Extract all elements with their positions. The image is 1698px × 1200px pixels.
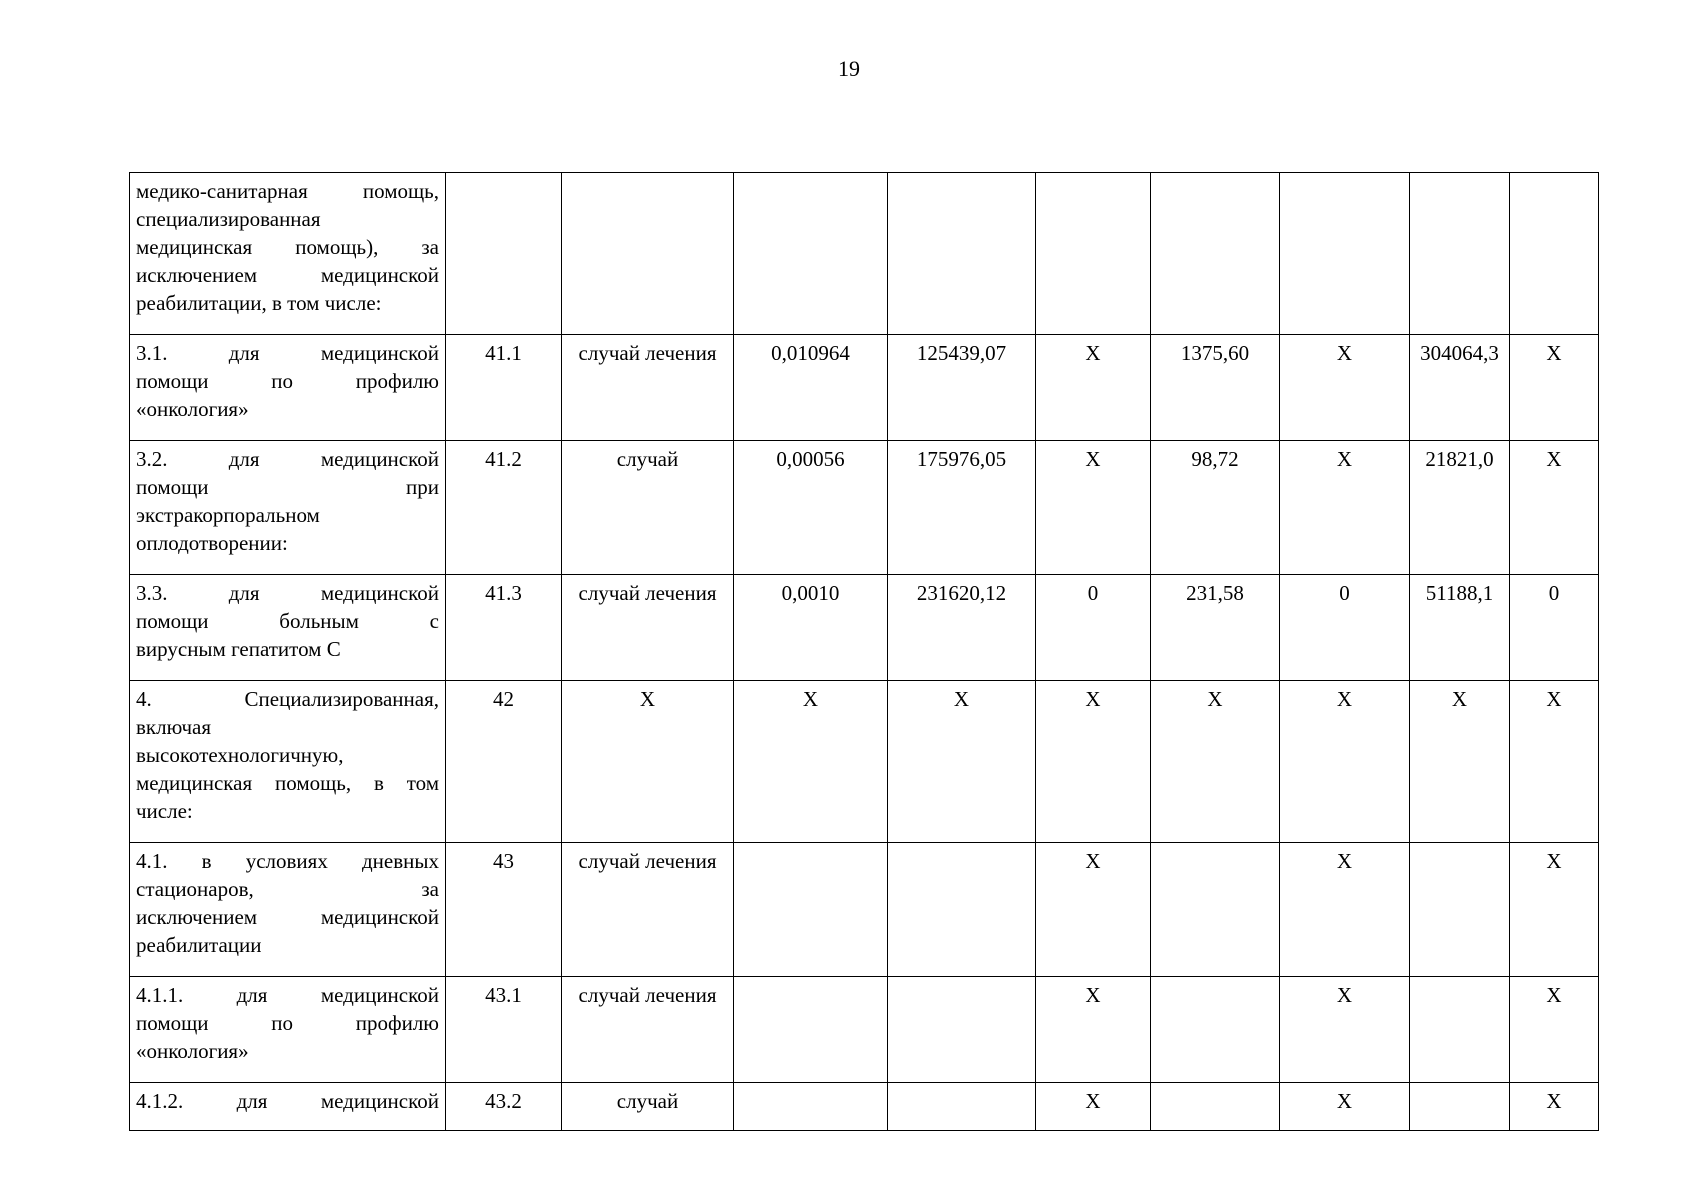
line-number-cell: 43.2 [446, 1083, 562, 1131]
line-number-cell: 42 [446, 681, 562, 843]
table-body [130, 173, 1599, 1131]
unit-cell: случай [562, 1083, 734, 1131]
col-oms-1-cell [1151, 1083, 1280, 1131]
col-oms-2-cell [1410, 977, 1510, 1083]
col-budget-2-cell: Х [1280, 977, 1410, 1083]
row-description [130, 173, 446, 335]
page-number: 19 [838, 56, 860, 81]
description-line: реабилитации, в том числе: [136, 291, 382, 315]
col-oms-1-cell [1151, 173, 1280, 335]
cost-norm-cell [888, 843, 1036, 977]
col-share-cell: Х [1510, 441, 1599, 575]
description-line: 3.2. для медицинской [136, 447, 439, 471]
unit-cell: Х [562, 681, 734, 843]
unit-cell: случай лечения [562, 977, 734, 1083]
description-line: «онкология» [136, 1039, 249, 1063]
cost-norm-cell: 175976,05 [888, 441, 1036, 575]
col-share-cell: Х [1510, 843, 1599, 977]
description-line: медицинская помощь), за [136, 235, 439, 259]
unit-cell [562, 173, 734, 335]
description-line: 3.3. для медицинской [136, 581, 439, 605]
table-row [130, 335, 1599, 441]
unit-cell: случай [562, 441, 734, 575]
col-oms-2-cell: 304064,3 [1410, 335, 1510, 441]
description-line: медицинская помощь, в том [136, 771, 439, 795]
col-budget-2-cell: 0 [1280, 575, 1410, 681]
col-oms-1-cell [1151, 977, 1280, 1083]
col-oms-2-cell [1410, 1083, 1510, 1131]
description-line: помощи при [136, 475, 439, 499]
col-budget-1-cell: Х [1036, 681, 1151, 843]
description-line: медико-санитарная помощь, [136, 179, 439, 203]
table-row [130, 173, 1599, 335]
col-budget-2-cell: Х [1280, 843, 1410, 977]
description-line: 4.1.2. для медицинской [136, 1089, 439, 1113]
row-description [130, 843, 446, 977]
volume-norm-cell: Х [734, 681, 888, 843]
cost-norm-cell: Х [888, 681, 1036, 843]
data-table [129, 172, 1599, 1131]
col-oms-2-cell [1410, 173, 1510, 335]
col-budget-1-cell: 0 [1036, 575, 1151, 681]
line-number-cell [446, 173, 562, 335]
cost-norm-cell: 125439,07 [888, 335, 1036, 441]
col-oms-2-cell [1410, 843, 1510, 977]
col-share-cell [1510, 173, 1599, 335]
row-description [130, 575, 446, 681]
cost-norm-cell [888, 977, 1036, 1083]
col-oms-1-cell: Х [1151, 681, 1280, 843]
line-number-cell: 41.1 [446, 335, 562, 441]
description-line: 4.1.1. для медицинской [136, 983, 439, 1007]
table-row [130, 575, 1599, 681]
description-line: вирусным гепатитом С [136, 637, 341, 661]
table-row [130, 441, 1599, 575]
description-line: специализированная [136, 207, 321, 231]
description-line: экстракорпоральном [136, 503, 320, 527]
col-oms-2-cell: 21821,0 [1410, 441, 1510, 575]
description-line: помощи по профилю [136, 369, 439, 393]
description-line: исключением медицинской [136, 263, 439, 287]
col-share-cell: 0 [1510, 575, 1599, 681]
line-number-cell: 43 [446, 843, 562, 977]
description-line: 4. Специализированная, [136, 687, 439, 711]
cost-norm-cell [888, 1083, 1036, 1131]
description-line: 4.1. в условиях дневных [136, 849, 439, 873]
col-oms-1-cell: 231,58 [1151, 575, 1280, 681]
row-description [130, 335, 446, 441]
col-share-cell: Х [1510, 335, 1599, 441]
description-line: высокотехнологичную, [136, 743, 344, 767]
volume-norm-cell [734, 173, 888, 335]
description-line: «онкология» [136, 397, 249, 421]
col-budget-1-cell: Х [1036, 843, 1151, 977]
col-oms-2-cell: 51188,1 [1410, 575, 1510, 681]
col-oms-1-cell: 98,72 [1151, 441, 1280, 575]
row-description [130, 681, 446, 843]
cost-norm-cell [888, 173, 1036, 335]
col-budget-1-cell: Х [1036, 1083, 1151, 1131]
cost-norm-cell: 231620,12 [888, 575, 1036, 681]
line-number-cell: 41.3 [446, 575, 562, 681]
row-description [130, 441, 446, 575]
col-share-cell: Х [1510, 681, 1599, 843]
volume-norm-cell: 0,010964 [734, 335, 888, 441]
description-line: исключением медицинской [136, 905, 439, 929]
line-number-cell: 43.1 [446, 977, 562, 1083]
description-line: включая [136, 715, 212, 739]
table-row [130, 681, 1599, 843]
unit-cell: случай лечения [562, 843, 734, 977]
description-line: стационаров, за [136, 877, 439, 901]
col-budget-2-cell: Х [1280, 681, 1410, 843]
unit-cell: случай лечения [562, 335, 734, 441]
col-budget-1-cell: Х [1036, 441, 1151, 575]
unit-cell: случай лечения [562, 575, 734, 681]
col-oms-1-cell: 1375,60 [1151, 335, 1280, 441]
description-line: 3.1. для медицинской [136, 341, 439, 365]
row-description [130, 1083, 446, 1131]
volume-norm-cell [734, 1083, 888, 1131]
description-line: оплодотворении: [136, 531, 288, 555]
col-budget-2-cell: Х [1280, 441, 1410, 575]
col-budget-1-cell: Х [1036, 977, 1151, 1083]
volume-norm-cell: 0,00056 [734, 441, 888, 575]
row-description [130, 977, 446, 1083]
col-budget-1-cell: Х [1036, 335, 1151, 441]
table-row [130, 1083, 1599, 1131]
col-oms-1-cell [1151, 843, 1280, 977]
col-budget-1-cell [1036, 173, 1151, 335]
volume-norm-cell [734, 843, 888, 977]
line-number-cell: 41.2 [446, 441, 562, 575]
description-line: числе: [136, 799, 193, 823]
volume-norm-cell [734, 977, 888, 1083]
description-line: реабилитации [136, 933, 262, 957]
table-row [130, 843, 1599, 977]
col-budget-2-cell: Х [1280, 335, 1410, 441]
col-budget-2-cell [1280, 173, 1410, 335]
col-oms-2-cell: Х [1410, 681, 1510, 843]
col-share-cell: Х [1510, 1083, 1599, 1131]
table-row [130, 977, 1599, 1083]
col-share-cell: Х [1510, 977, 1599, 1083]
description-line: помощи больным с [136, 609, 439, 633]
col-budget-2-cell: Х [1280, 1083, 1410, 1131]
volume-norm-cell: 0,0010 [734, 575, 888, 681]
description-line: помощи по профилю [136, 1011, 439, 1035]
